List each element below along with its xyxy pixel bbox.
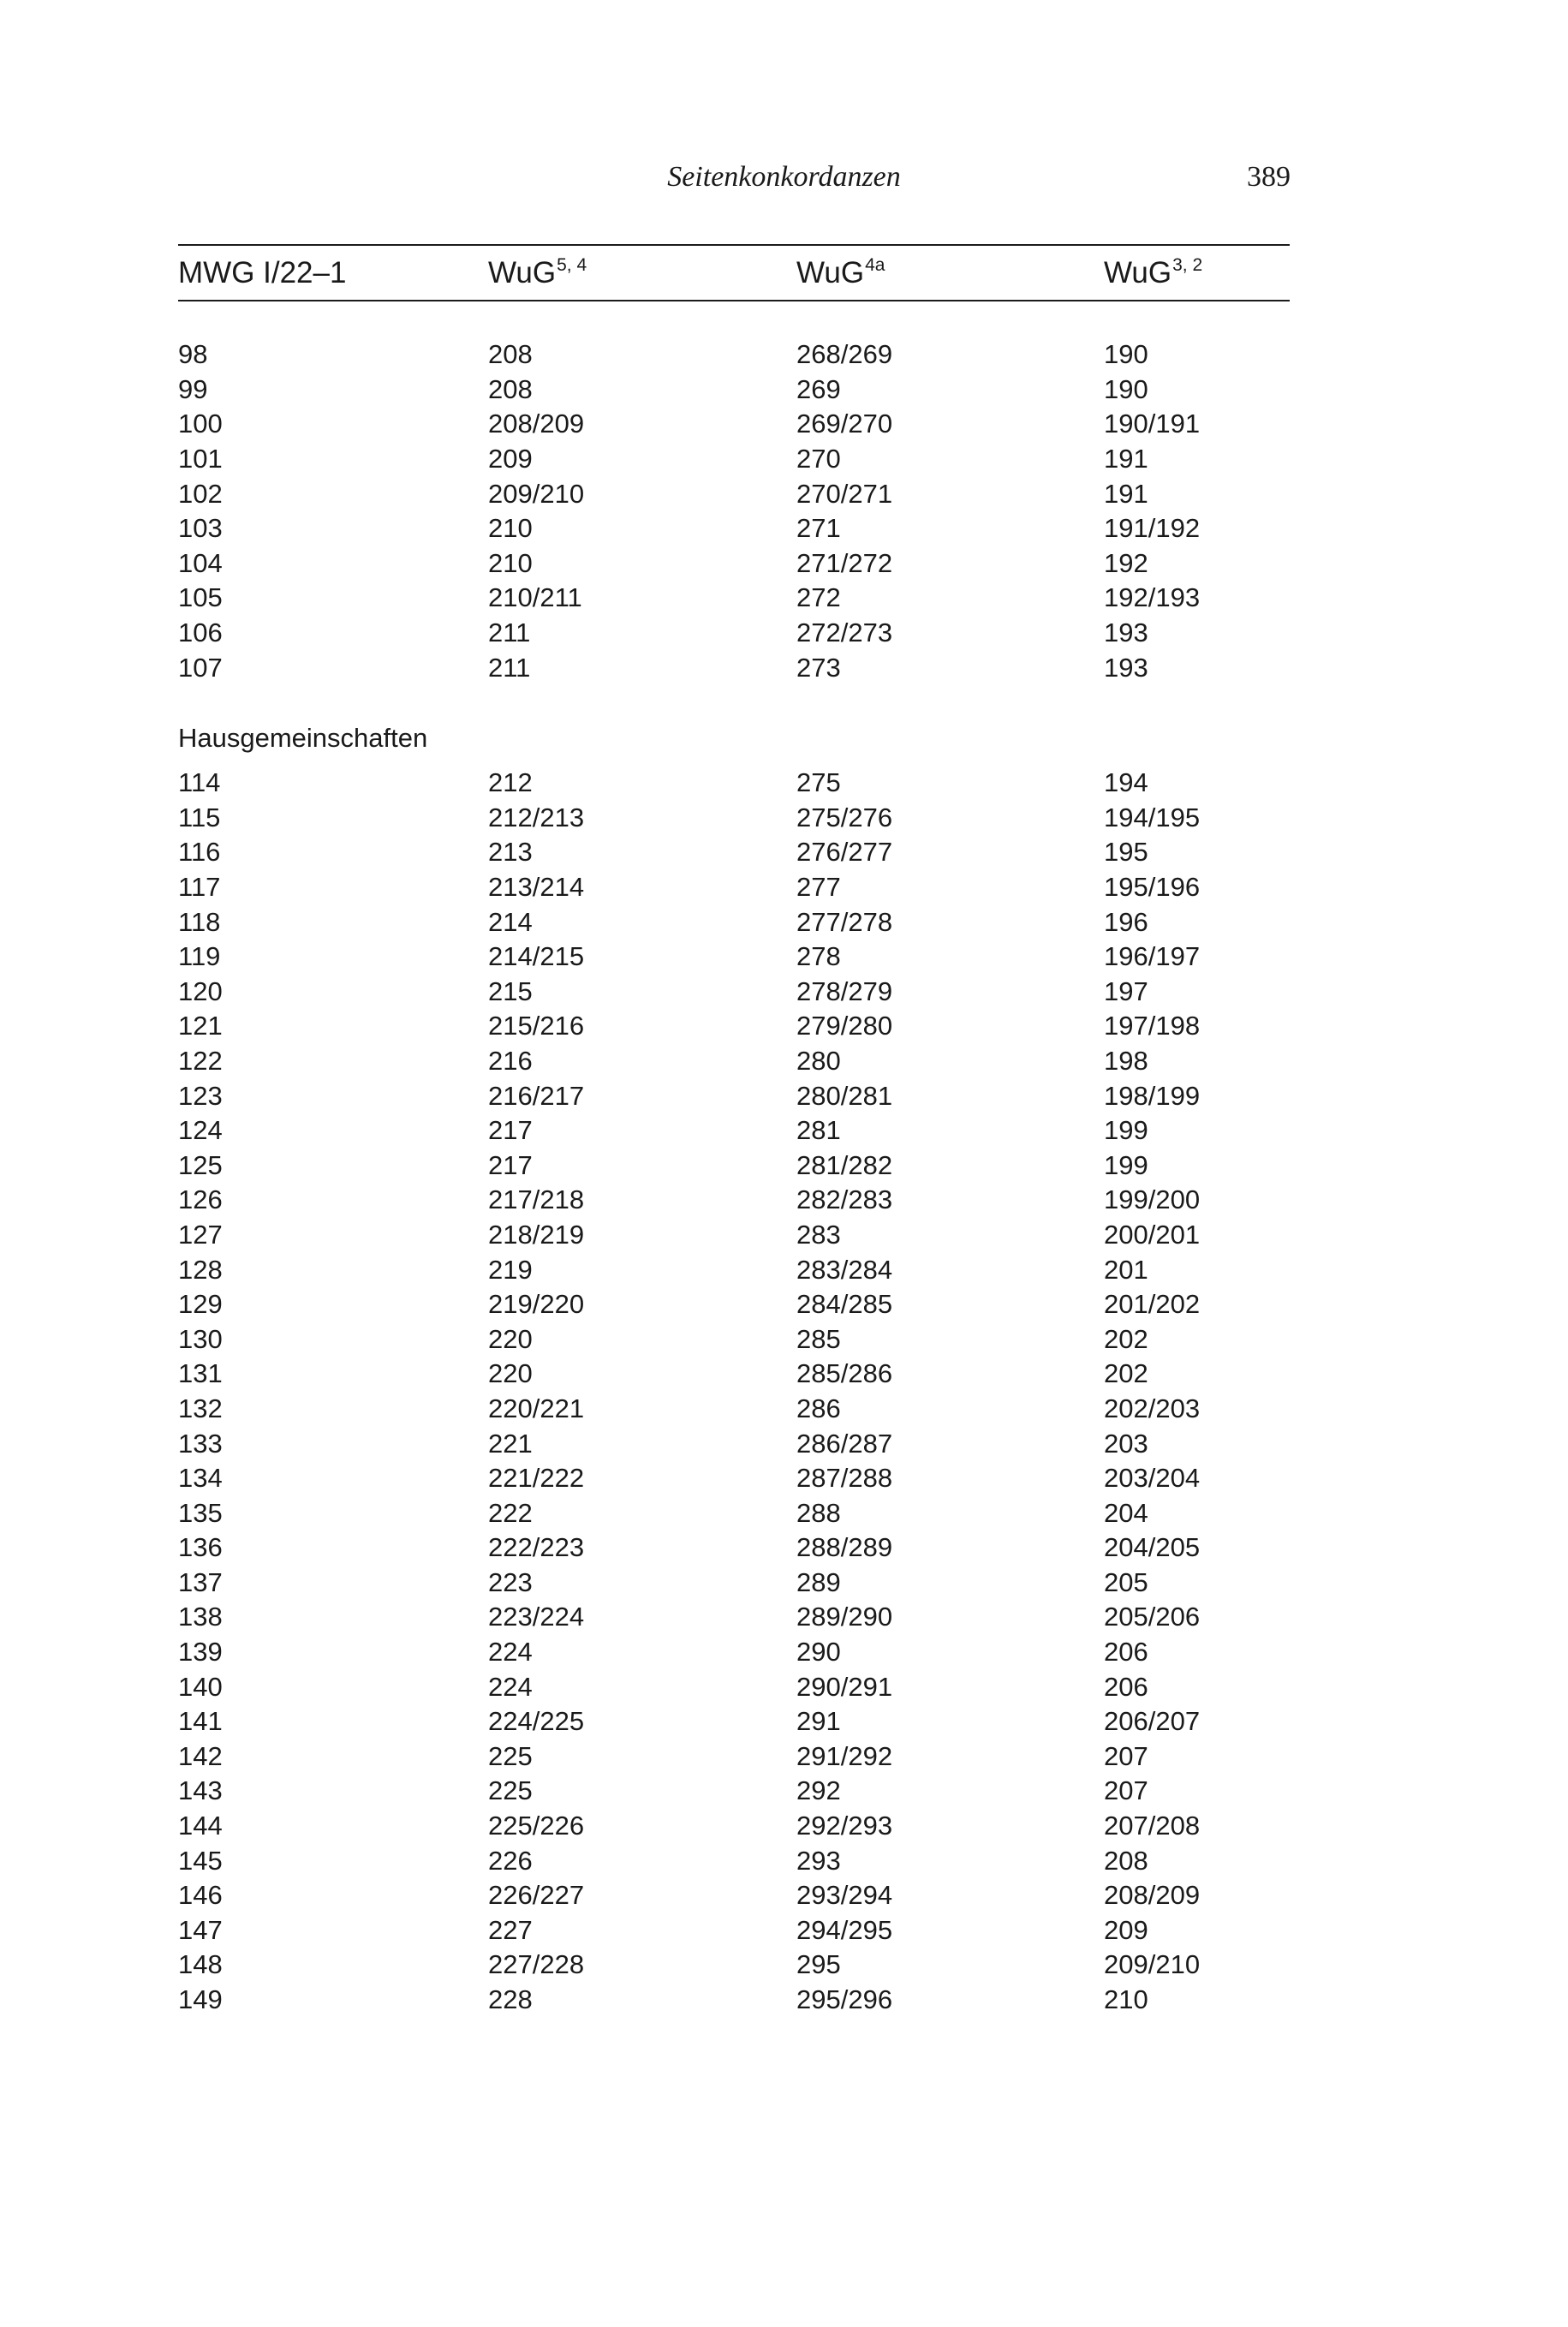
table-cell: 209 bbox=[488, 444, 533, 474]
table-row bbox=[178, 1913, 1290, 1948]
table-row bbox=[178, 1287, 1290, 1322]
table-cell: 134 bbox=[178, 1463, 223, 1494]
table-cell: 221 bbox=[488, 1428, 533, 1459]
table-cell: 101 bbox=[178, 444, 223, 474]
table-cell: 270 bbox=[796, 444, 841, 474]
table-cell: 199 bbox=[1104, 1115, 1148, 1146]
table-cell: 122 bbox=[178, 1045, 223, 1076]
table-cell: 278/279 bbox=[796, 976, 893, 1006]
table-cell: 212/213 bbox=[488, 802, 585, 832]
table-cell: 288 bbox=[796, 1497, 841, 1528]
table-cell: 198 bbox=[1104, 1045, 1148, 1076]
table-cell: 105 bbox=[178, 582, 223, 613]
table-row bbox=[178, 1739, 1290, 1775]
table-cell: 146 bbox=[178, 1880, 223, 1911]
table-cell: 216 bbox=[488, 1045, 533, 1076]
table-cell: 268/269 bbox=[796, 339, 893, 370]
table-row bbox=[178, 940, 1290, 975]
table-row bbox=[178, 1983, 1290, 2018]
table-cell: 219/220 bbox=[488, 1289, 585, 1320]
table-cell: 289 bbox=[796, 1566, 841, 1597]
table-cell: 191 bbox=[1104, 478, 1148, 509]
table-cell: 295/296 bbox=[796, 1984, 893, 2015]
table-row bbox=[178, 1252, 1290, 1287]
table-cell: 281/282 bbox=[796, 1149, 893, 1180]
table-cell: 284/285 bbox=[796, 1289, 893, 1320]
table-cell: 131 bbox=[178, 1358, 223, 1389]
table-cell: 270/271 bbox=[796, 478, 893, 509]
table-row bbox=[178, 801, 1290, 836]
table-cell: 290 bbox=[796, 1637, 841, 1668]
table-cell: 130 bbox=[178, 1323, 223, 1354]
table-cell: 271 bbox=[796, 513, 841, 544]
table-cell: 206 bbox=[1104, 1671, 1148, 1702]
table-cell: 222 bbox=[488, 1497, 533, 1528]
table-cell: 217/218 bbox=[488, 1184, 585, 1215]
table-row bbox=[178, 511, 1290, 546]
table-cell: 214/215 bbox=[488, 941, 585, 972]
table-cell: 128 bbox=[178, 1254, 223, 1285]
table-cell: 195/196 bbox=[1104, 872, 1201, 903]
table-cell: 213 bbox=[488, 837, 533, 868]
column-header-label: WuG bbox=[796, 255, 865, 289]
table-cell: 199 bbox=[1104, 1149, 1148, 1180]
table-row bbox=[178, 373, 1290, 408]
table-cell: 215 bbox=[488, 976, 533, 1006]
table-cell: 206 bbox=[1104, 1637, 1148, 1668]
table-cell: 192 bbox=[1104, 547, 1148, 578]
table-cell: 220 bbox=[488, 1323, 533, 1354]
table-cell: 214 bbox=[488, 906, 533, 937]
table-cell: 282/283 bbox=[796, 1184, 893, 1215]
table-cell: 269 bbox=[796, 373, 841, 404]
table-cell: 116 bbox=[178, 837, 221, 868]
table-cell: 285 bbox=[796, 1323, 841, 1354]
table-cell: 194 bbox=[1104, 767, 1148, 798]
table-cell: 223 bbox=[488, 1566, 533, 1597]
table-cell: 288/289 bbox=[796, 1532, 893, 1563]
table-cell: 208 bbox=[488, 373, 533, 404]
table-cell: 216/217 bbox=[488, 1080, 585, 1111]
table-cell: 205/206 bbox=[1104, 1602, 1201, 1632]
table-cell: 209/210 bbox=[488, 478, 585, 509]
table-cell: 197/198 bbox=[1104, 1011, 1201, 1041]
table-row bbox=[178, 337, 1290, 373]
table-cell: 148 bbox=[178, 1949, 223, 1980]
table-cell: 217 bbox=[488, 1149, 533, 1180]
table-cell: 206/207 bbox=[1104, 1706, 1201, 1737]
table-cell: 286 bbox=[796, 1393, 841, 1423]
column-header-wug-4a bbox=[796, 256, 1104, 290]
table-cell: 217 bbox=[488, 1115, 533, 1146]
table-row bbox=[178, 904, 1290, 940]
row-group-hausgemeinschaften bbox=[178, 766, 1290, 2017]
table-row bbox=[178, 476, 1290, 511]
table-cell: 98 bbox=[178, 339, 208, 370]
column-header-label: WuG bbox=[488, 255, 557, 289]
table-cell: 222/223 bbox=[488, 1532, 585, 1563]
table-row bbox=[178, 870, 1290, 905]
table-cell: 204 bbox=[1104, 1497, 1148, 1528]
table-header-rule bbox=[178, 300, 1290, 301]
table-cell: 140 bbox=[178, 1671, 223, 1702]
table-cell: 210/211 bbox=[488, 582, 582, 613]
table-cell: 144 bbox=[178, 1811, 223, 1841]
table-cell: 190/191 bbox=[1104, 409, 1201, 439]
table-cell: 195 bbox=[1104, 837, 1148, 868]
table-cell: 207 bbox=[1104, 1740, 1148, 1771]
table-cell: 190 bbox=[1104, 373, 1148, 404]
table-cell: 142 bbox=[178, 1740, 223, 1771]
table-cell: 133 bbox=[178, 1428, 223, 1459]
table-cell: 208/209 bbox=[1104, 1880, 1201, 1911]
table-cell: 149 bbox=[178, 1984, 223, 2015]
table-row bbox=[178, 1878, 1290, 1913]
running-title: Seitenkonkordanzen bbox=[667, 161, 901, 193]
table-cell: 290/291 bbox=[796, 1671, 893, 1702]
table-row bbox=[178, 1495, 1290, 1530]
table-cell: 208 bbox=[1104, 1845, 1148, 1876]
table-row bbox=[178, 1774, 1290, 1809]
table-cell: 272/273 bbox=[796, 618, 893, 648]
table-cell: 291/292 bbox=[796, 1740, 893, 1771]
table-cell: 278 bbox=[796, 941, 841, 972]
table-cell: 213/214 bbox=[488, 872, 585, 903]
table-cell: 224/225 bbox=[488, 1706, 585, 1737]
table-row bbox=[178, 616, 1290, 651]
table-row bbox=[178, 1183, 1290, 1218]
table-cell: 120 bbox=[178, 976, 223, 1006]
table-cell: 227/228 bbox=[488, 1949, 585, 1980]
table-row bbox=[178, 442, 1290, 477]
table-cell: 191 bbox=[1104, 444, 1148, 474]
table-row bbox=[178, 1530, 1290, 1566]
table-row bbox=[178, 1392, 1290, 1427]
row-group-main bbox=[178, 337, 1290, 685]
page-number: 389 bbox=[1247, 161, 1291, 193]
table-cell: 224 bbox=[488, 1637, 533, 1668]
table-cell: 123 bbox=[178, 1080, 223, 1111]
column-header-edition-sup: 3, 2 bbox=[1172, 254, 1203, 275]
table-cell: 197 bbox=[1104, 976, 1148, 1006]
table-cell: 132 bbox=[178, 1393, 223, 1423]
table-row bbox=[178, 650, 1290, 685]
table-cell: 115 bbox=[178, 802, 221, 832]
table-cell: 276/277 bbox=[796, 837, 893, 868]
table-cell: 210 bbox=[488, 547, 533, 578]
table-cell: 279/280 bbox=[796, 1011, 893, 1041]
table-cell: 117 bbox=[178, 872, 221, 903]
table-row bbox=[178, 1148, 1290, 1183]
table-cell: 277/278 bbox=[796, 906, 893, 937]
table-cell: 280 bbox=[796, 1045, 841, 1076]
table-cell: 292 bbox=[796, 1775, 841, 1806]
table-cell: 141 bbox=[178, 1706, 223, 1737]
table-cell: 200/201 bbox=[1104, 1219, 1201, 1250]
table-cell: 218/219 bbox=[488, 1219, 585, 1250]
running-head bbox=[0, 156, 1568, 199]
table-cell: 107 bbox=[178, 652, 223, 683]
table-cell: 191/192 bbox=[1104, 513, 1201, 544]
column-header-mwg bbox=[178, 256, 488, 290]
table-cell: 135 bbox=[178, 1497, 223, 1528]
table-row bbox=[178, 546, 1290, 582]
table-row bbox=[178, 1078, 1290, 1113]
table-cell: 193 bbox=[1104, 652, 1148, 683]
concordance-table bbox=[178, 244, 1290, 2017]
table-row bbox=[178, 1426, 1290, 1461]
table-cell: 210 bbox=[488, 513, 533, 544]
table-cell: 121 bbox=[178, 1011, 223, 1041]
column-header-wug-3-2 bbox=[1104, 256, 1290, 290]
table-row bbox=[178, 1113, 1290, 1149]
table-cell: 137 bbox=[178, 1566, 223, 1597]
table-cell: 194/195 bbox=[1104, 802, 1201, 832]
section-heading: Hausgemeinschaften bbox=[178, 722, 428, 753]
table-cell: 201 bbox=[1104, 1254, 1148, 1285]
table-cell: 198/199 bbox=[1104, 1080, 1201, 1111]
table-cell: 207/208 bbox=[1104, 1811, 1201, 1841]
table-cell: 228 bbox=[488, 1984, 533, 2015]
column-header-edition-sup: 5, 4 bbox=[557, 254, 587, 275]
table-cell: 293 bbox=[796, 1845, 841, 1876]
table-cell: 207 bbox=[1104, 1775, 1148, 1806]
table-cell: 211 bbox=[488, 618, 531, 648]
table-cell: 196/197 bbox=[1104, 941, 1201, 972]
table-cell: 190 bbox=[1104, 339, 1148, 370]
table-cell: 289/290 bbox=[796, 1602, 893, 1632]
table-cell: 202 bbox=[1104, 1358, 1148, 1389]
table-cell: 219 bbox=[488, 1254, 533, 1285]
table-row bbox=[178, 1704, 1290, 1739]
table-cell: 225 bbox=[488, 1740, 533, 1771]
table-cell: 210 bbox=[1104, 1984, 1148, 2015]
table-cell: 147 bbox=[178, 1914, 223, 1945]
table-cell: 226/227 bbox=[488, 1880, 585, 1911]
table-row bbox=[178, 1635, 1290, 1670]
table-cell: 220 bbox=[488, 1358, 533, 1389]
table-cell: 269/270 bbox=[796, 409, 893, 439]
table-row bbox=[178, 407, 1290, 442]
table-cell: 208/209 bbox=[488, 409, 585, 439]
table-row bbox=[178, 1566, 1290, 1601]
table-cell: 139 bbox=[178, 1637, 223, 1668]
table-cell: 272 bbox=[796, 582, 841, 613]
table-cell: 271/272 bbox=[796, 547, 893, 578]
table-cell: 293/294 bbox=[796, 1880, 893, 1911]
table-cell: 138 bbox=[178, 1602, 223, 1632]
table-cell: 294/295 bbox=[796, 1914, 893, 1945]
table-cell: 285/286 bbox=[796, 1358, 893, 1389]
table-cell: 143 bbox=[178, 1775, 223, 1806]
table-cell: 99 bbox=[178, 373, 208, 404]
table-cell: 275 bbox=[796, 767, 841, 798]
table-row bbox=[178, 1218, 1290, 1253]
table-cell: 292/293 bbox=[796, 1811, 893, 1841]
column-header-wug-5-4 bbox=[488, 256, 796, 290]
table-cell: 220/221 bbox=[488, 1393, 585, 1423]
table-row bbox=[178, 1009, 1290, 1044]
table-cell: 192/193 bbox=[1104, 582, 1201, 613]
table-cell: 145 bbox=[178, 1845, 223, 1876]
table-row bbox=[178, 1322, 1290, 1357]
table-cell: 211 bbox=[488, 652, 531, 683]
table-cell: 119 bbox=[178, 941, 221, 972]
table-cell: 100 bbox=[178, 409, 223, 439]
table-cell: 280/281 bbox=[796, 1080, 893, 1111]
table-cell: 291 bbox=[796, 1706, 841, 1737]
table-cell: 281 bbox=[796, 1115, 841, 1146]
table-cell: 193 bbox=[1104, 618, 1148, 648]
table-row bbox=[178, 581, 1290, 616]
table-row bbox=[178, 1809, 1290, 1844]
table-cell: 129 bbox=[178, 1289, 223, 1320]
table-cell: 204/205 bbox=[1104, 1532, 1201, 1563]
table-cell: 106 bbox=[178, 618, 223, 648]
table-cell: 209 bbox=[1104, 1914, 1148, 1945]
table-cell: 196 bbox=[1104, 906, 1148, 937]
table-cell: 125 bbox=[178, 1149, 223, 1180]
table-cell: 225/226 bbox=[488, 1811, 585, 1841]
table-cell: 103 bbox=[178, 513, 223, 544]
table-cell: 201/202 bbox=[1104, 1289, 1201, 1320]
table-cell: 223/224 bbox=[488, 1602, 585, 1632]
table-header-row bbox=[178, 246, 1290, 300]
table-cell: 283/284 bbox=[796, 1254, 893, 1285]
column-header-edition-sup: 4a bbox=[865, 254, 885, 275]
table-cell: 203 bbox=[1104, 1428, 1148, 1459]
table-row bbox=[178, 1461, 1290, 1496]
table-cell: 126 bbox=[178, 1184, 223, 1215]
table-cell: 199/200 bbox=[1104, 1184, 1201, 1215]
table-cell: 273 bbox=[796, 652, 841, 683]
table-cell: 104 bbox=[178, 547, 223, 578]
table-row bbox=[178, 975, 1290, 1010]
table-cell: 209/210 bbox=[1104, 1949, 1201, 1980]
table-cell: 136 bbox=[178, 1532, 223, 1563]
table-cell: 215/216 bbox=[488, 1011, 585, 1041]
table-row bbox=[178, 1948, 1290, 1983]
table-cell: 227 bbox=[488, 1914, 533, 1945]
table-cell: 225 bbox=[488, 1775, 533, 1806]
table-cell: 118 bbox=[178, 906, 221, 937]
table-cell: 208 bbox=[488, 339, 533, 370]
table-cell: 212 bbox=[488, 767, 533, 798]
table-cell: 277 bbox=[796, 872, 841, 903]
table-cell: 114 bbox=[178, 767, 221, 798]
table-cell: 275/276 bbox=[796, 802, 893, 832]
table-cell: 127 bbox=[178, 1219, 223, 1250]
table-row bbox=[178, 1357, 1290, 1392]
table-cell: 221/222 bbox=[488, 1463, 585, 1494]
table-cell: 202 bbox=[1104, 1323, 1148, 1354]
table-cell: 287/288 bbox=[796, 1463, 893, 1494]
table-row bbox=[178, 1843, 1290, 1878]
table-cell: 203/204 bbox=[1104, 1463, 1201, 1494]
table-row bbox=[178, 1669, 1290, 1704]
table-cell: 124 bbox=[178, 1115, 223, 1146]
table-cell: 286/287 bbox=[796, 1428, 893, 1459]
table-row bbox=[178, 1600, 1290, 1635]
table-row bbox=[178, 766, 1290, 801]
table-cell: 295 bbox=[796, 1949, 841, 1980]
table-cell: 226 bbox=[488, 1845, 533, 1876]
table-row bbox=[178, 1044, 1290, 1079]
table-cell: 202/203 bbox=[1104, 1393, 1201, 1423]
column-header-label: WuG bbox=[1104, 255, 1172, 289]
table-cell: 283 bbox=[796, 1219, 841, 1250]
column-header-label: MWG I/22–1 bbox=[178, 255, 347, 289]
table-row bbox=[178, 835, 1290, 870]
table-cell: 224 bbox=[488, 1671, 533, 1702]
table-cell: 205 bbox=[1104, 1566, 1148, 1597]
table-cell: 102 bbox=[178, 478, 223, 509]
